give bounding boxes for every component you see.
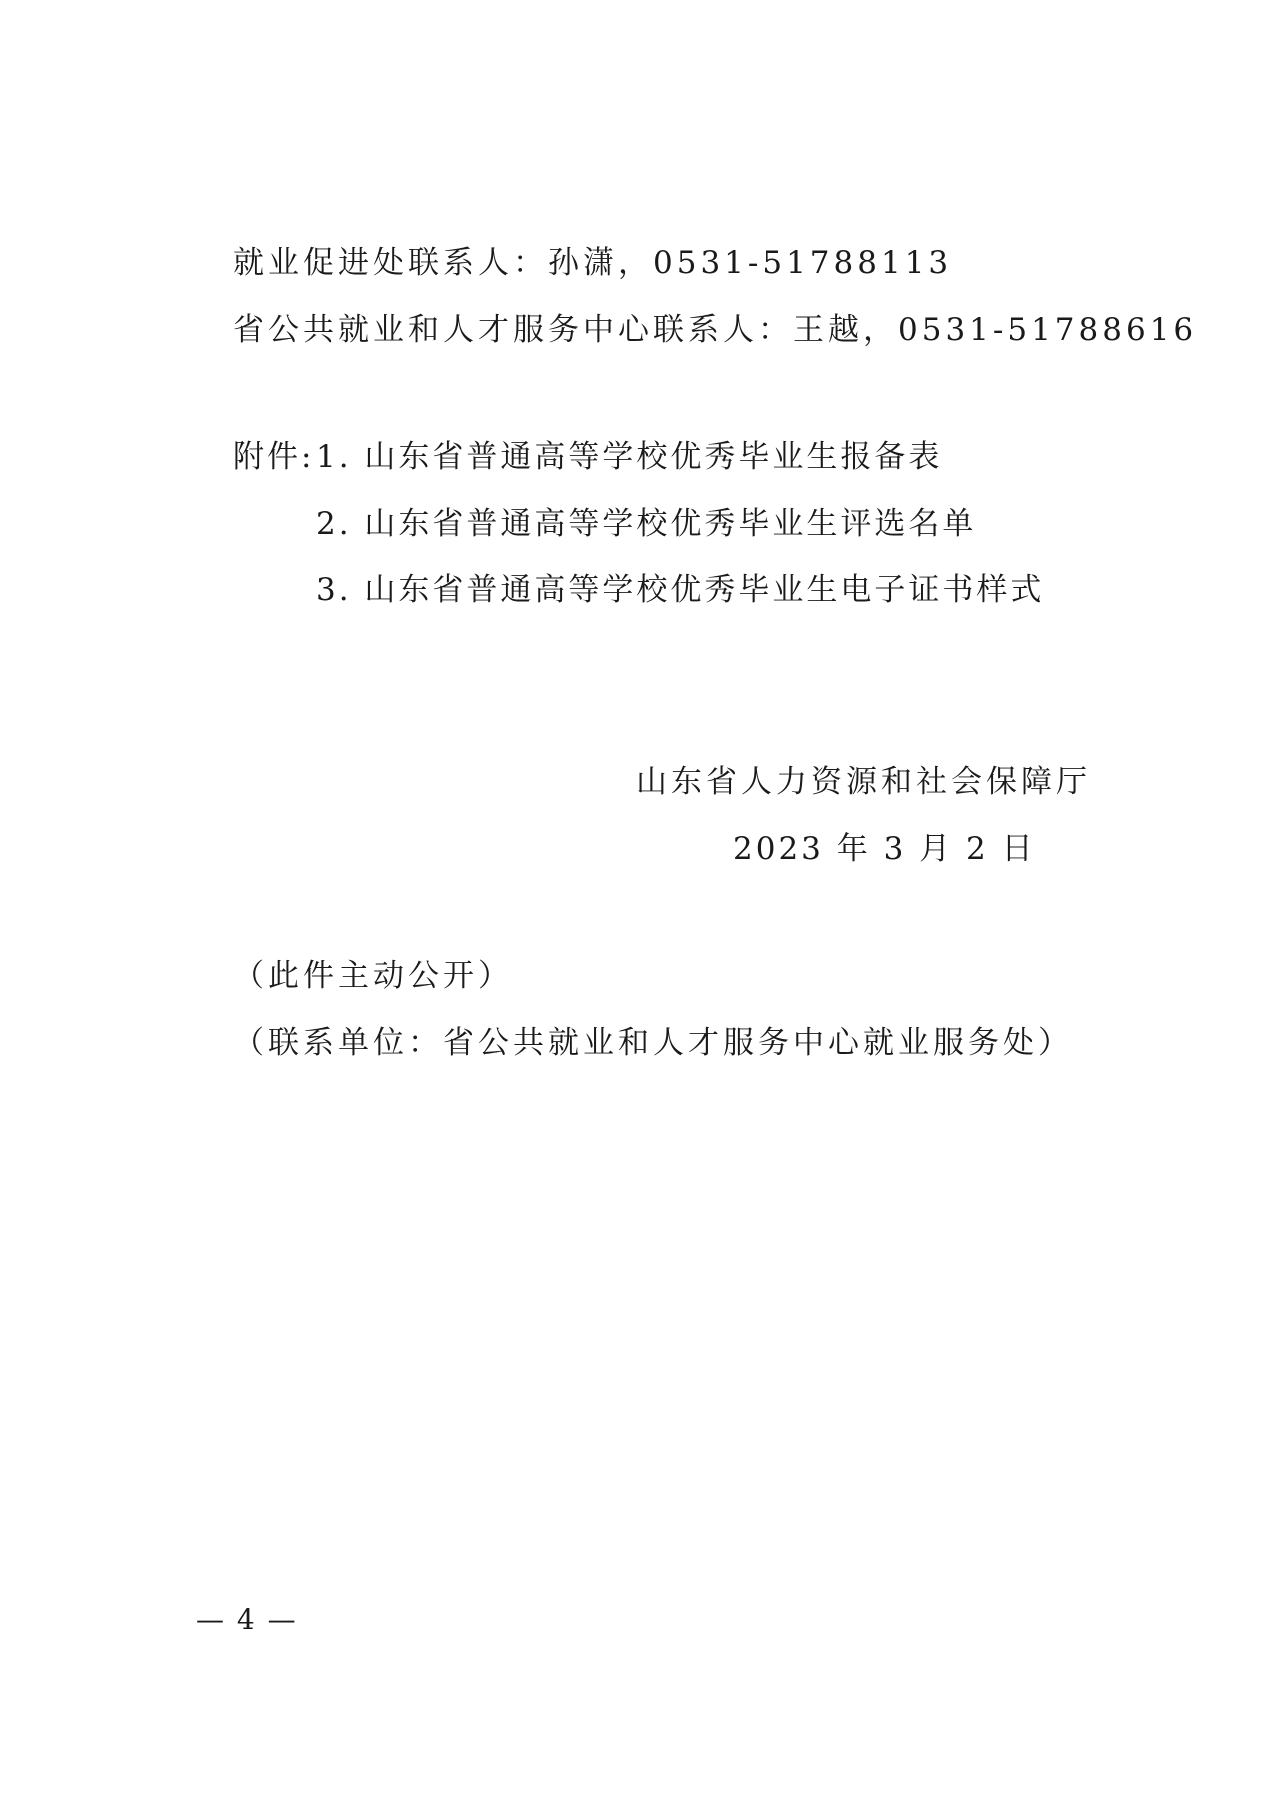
disclosure-note: （此件主动公开） bbox=[233, 958, 513, 994]
issuing-authority: 山东省人力资源和社会保障厅 bbox=[636, 764, 1091, 800]
contact-unit-note: （联系单位：省公共就业和人才服务中心就业服务处） bbox=[233, 1025, 1073, 1061]
contact-line-talent-service-center: 省公共就业和人才服务中心联系人：王越，0531-51788616 bbox=[233, 312, 1198, 348]
attachment-item-3: 3. 山东省普通高等学校优秀毕业生电子证书样式 bbox=[316, 572, 1045, 608]
attachments-label: 附件: bbox=[233, 439, 315, 475]
attachment-item-1: 1. 山东省普通高等学校优秀毕业生报备表 bbox=[316, 439, 943, 475]
page-number: — 4 — bbox=[196, 1603, 298, 1636]
attachment-item-2: 2. 山东省普通高等学校优秀毕业生评选名单 bbox=[316, 506, 977, 542]
contact-line-employment-promotion: 就业促进处联系人：孙潇，0531-51788113 bbox=[233, 245, 953, 281]
issue-date: 2023 年 3 月 2 日 bbox=[733, 831, 1036, 867]
